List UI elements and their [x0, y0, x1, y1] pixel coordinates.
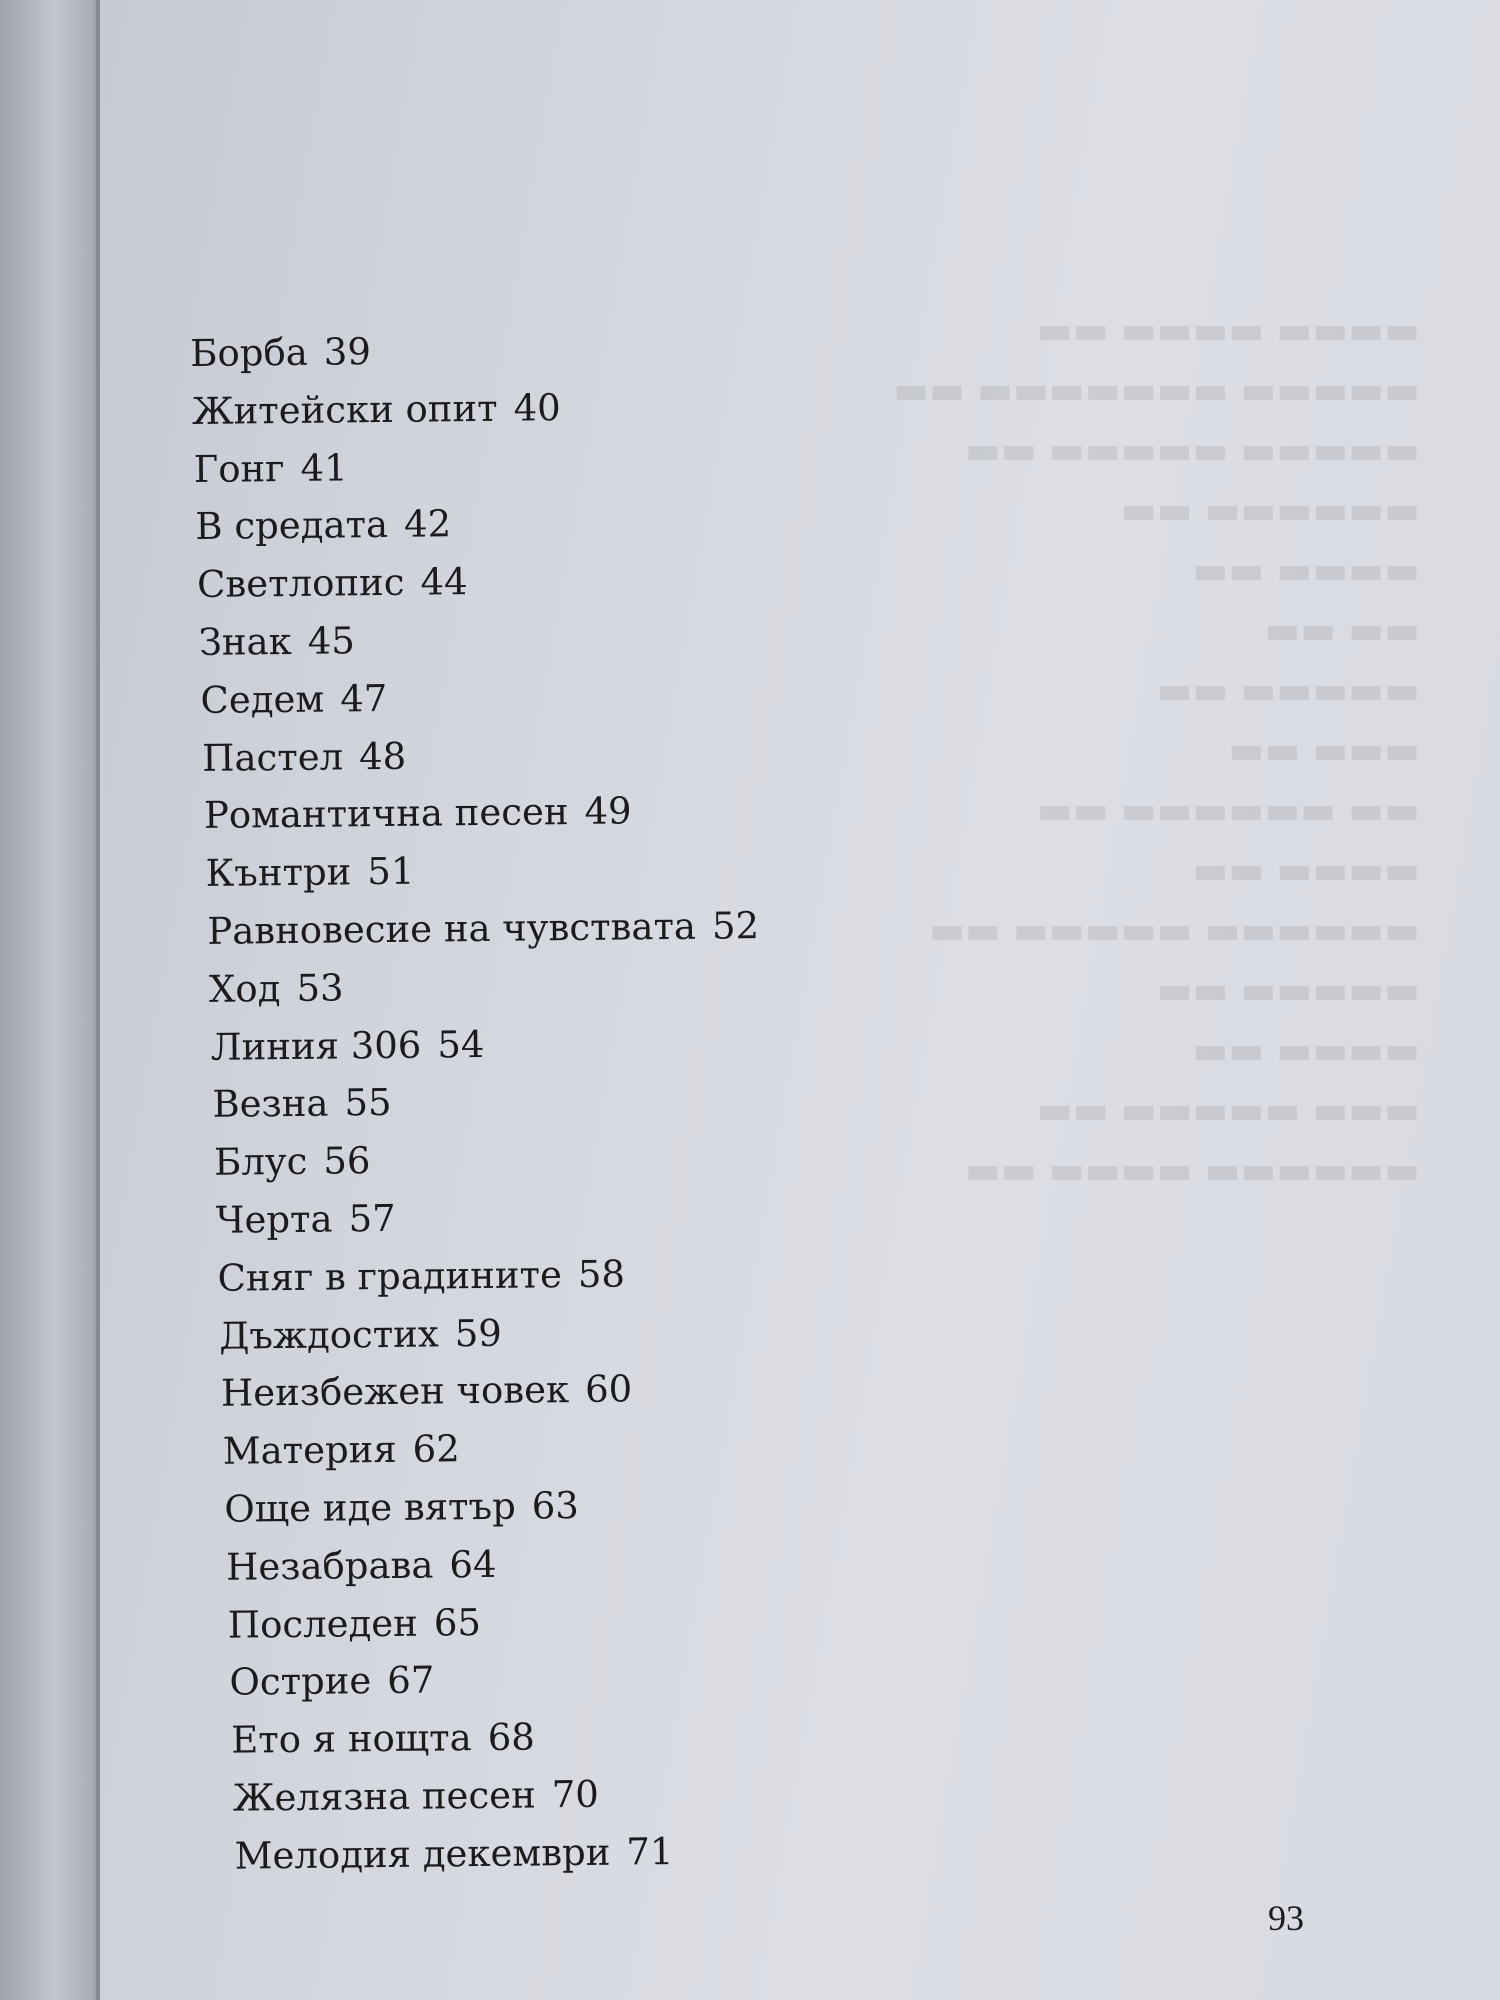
- toc-entry-title: Равновесие на чувствата: [207, 904, 697, 953]
- toc-entry: [216, 1184, 1000, 1250]
- toc-entry-title: Още иде вятър: [224, 1484, 516, 1531]
- toc-entry-page: 59: [454, 1311, 503, 1355]
- toc-entry-title: Дъждостих: [219, 1311, 439, 1358]
- toc-entry-page: 44: [420, 560, 468, 604]
- toc-entry: [234, 1819, 1006, 1885]
- toc-entry-title: Седем: [200, 677, 325, 722]
- toc-entry-title: Линия 306: [210, 1023, 422, 1069]
- toc-entry: [228, 1588, 1004, 1654]
- toc-entry: [226, 1530, 1003, 1596]
- toc-entry: [209, 952, 997, 1018]
- toc-entry: [195, 490, 992, 556]
- toc-entry-page: 47: [339, 676, 388, 721]
- toc-entry: [217, 1241, 1000, 1307]
- toc-entry-page: 63: [531, 1483, 580, 1528]
- toc-entry-title: Пастел: [201, 734, 344, 780]
- toc-entry: [210, 1010, 997, 1076]
- toc-entry-title: Неизбежен човек: [220, 1368, 570, 1416]
- toc-entry: [202, 721, 995, 787]
- toc-entry-title: Незабрава: [225, 1543, 434, 1589]
- toc-entry: [219, 1299, 1001, 1365]
- toc-entry: [229, 1646, 1004, 1712]
- toc-entry-title: Острие: [229, 1659, 372, 1704]
- toc-entry-page: 51: [367, 849, 415, 894]
- toc-entry: [204, 779, 996, 845]
- toc-entry: [224, 1472, 1003, 1538]
- toc-entry: [205, 837, 996, 903]
- toc-entry: [199, 606, 994, 672]
- toc-entry-page: 54: [437, 1022, 485, 1067]
- toc-entry-page: 42: [403, 502, 452, 547]
- toc-entry: [221, 1357, 1002, 1423]
- toc-entry-page: 70: [551, 1772, 600, 1817]
- toc-entry-title: Блус: [213, 1139, 308, 1184]
- toc-entry-title: В средата: [195, 503, 389, 549]
- toc-entry-title: Житейски опит: [191, 386, 498, 433]
- left-page-edge: [0, 0, 100, 2000]
- toc-entry-page: 68: [487, 1715, 535, 1760]
- toc-entry: [200, 663, 994, 729]
- toc-entry-page: 53: [296, 966, 344, 1010]
- toc-entry-title: Ето я нощта: [230, 1716, 472, 1762]
- toc-entry-page: 58: [577, 1252, 626, 1296]
- toc-entry-title: Сняг в градините: [217, 1252, 563, 1300]
- toc-entry: [231, 1704, 1005, 1770]
- toc-entry-page: 60: [584, 1367, 633, 1412]
- toc-entry: [212, 1068, 998, 1134]
- toc-entry: [214, 1126, 999, 1192]
- toc-entry-page: 55: [344, 1081, 392, 1125]
- page-number: 93: [1268, 1898, 1304, 1938]
- toc-entry-title: Романтична песен: [203, 790, 569, 838]
- toc-entry-title: Последен: [227, 1601, 419, 1647]
- toc-entry-title: Черта: [215, 1197, 333, 1242]
- toc-entry-page: 57: [348, 1196, 396, 1241]
- toc-entry-title: Борба: [190, 330, 309, 375]
- toc-entry-page: 40: [513, 385, 561, 430]
- toc-entry-title: Гонг: [193, 446, 285, 491]
- toc-entry-title: Мелодия декември: [234, 1830, 611, 1878]
- toc-entry-page: 48: [358, 734, 407, 778]
- toc-entry: [207, 895, 997, 961]
- toc-entry: [190, 317, 991, 383]
- toc-entry-page: 71: [626, 1829, 674, 1874]
- toc-entry-page: 45: [307, 619, 356, 663]
- toc-entry-page: 64: [449, 1542, 497, 1587]
- toc-entry-title: Ход: [208, 966, 281, 1011]
- toc-entry-title: Везна: [212, 1081, 329, 1127]
- toc-entry-page: 67: [387, 1658, 435, 1703]
- toc-entry-title: Желязна песен: [232, 1773, 536, 1820]
- toc-entry-page: 52: [711, 904, 760, 948]
- toc-entry-title: Материя: [222, 1428, 397, 1473]
- table-of-contents: [190, 317, 1006, 1886]
- show-through-text: ▬▬▬▬ ▬▬▬▬ ▬▬ ▬▬▬▬▬ ▬▬▬▬▬▬▬ ▬▬ ▬▬▬▬▬ ▬▬▬▬▬ ▬▬ ▬▬▬▬▬▬ ▬▬ ▬▬▬▬ ▬▬ ▬▬ ▬▬ ▬▬▬▬▬ ▬▬ ▬▬▬ ▬▬ ▬▬ ▬▬▬▬▬▬ ▬▬ ▬▬▬▬ ▬▬ ▬▬▬▬▬▬ ▬▬▬▬▬ ▬▬ ▬▬▬▬▬ ▬▬ ▬▬▬▬ ▬▬ ▬▬▬ ▬▬▬▬▬ ▬▬ ▬▬▬▬▬▬ ▬▬▬▬ ▬▬: [893, 308, 1420, 1192]
- toc-entry: [233, 1761, 1006, 1827]
- toc-entry: [222, 1415, 1002, 1481]
- toc-entry-page: 62: [412, 1427, 460, 1471]
- toc-entry-page: 49: [584, 789, 632, 834]
- book-page: [100, 0, 1500, 2000]
- toc-entry-title: Кънтри: [205, 850, 352, 896]
- toc-entry: [197, 548, 993, 614]
- toc-entry-page: 41: [300, 445, 348, 490]
- toc-entry-page: 56: [323, 1139, 371, 1183]
- toc-entry-title: Светлопис: [196, 560, 405, 607]
- toc-entry-page: 65: [433, 1600, 482, 1645]
- toc-entry-page: 39: [323, 330, 372, 374]
- toc-entry: [192, 374, 991, 440]
- toc-entry: [193, 432, 991, 498]
- toc-entry-title: Знак: [198, 619, 292, 664]
